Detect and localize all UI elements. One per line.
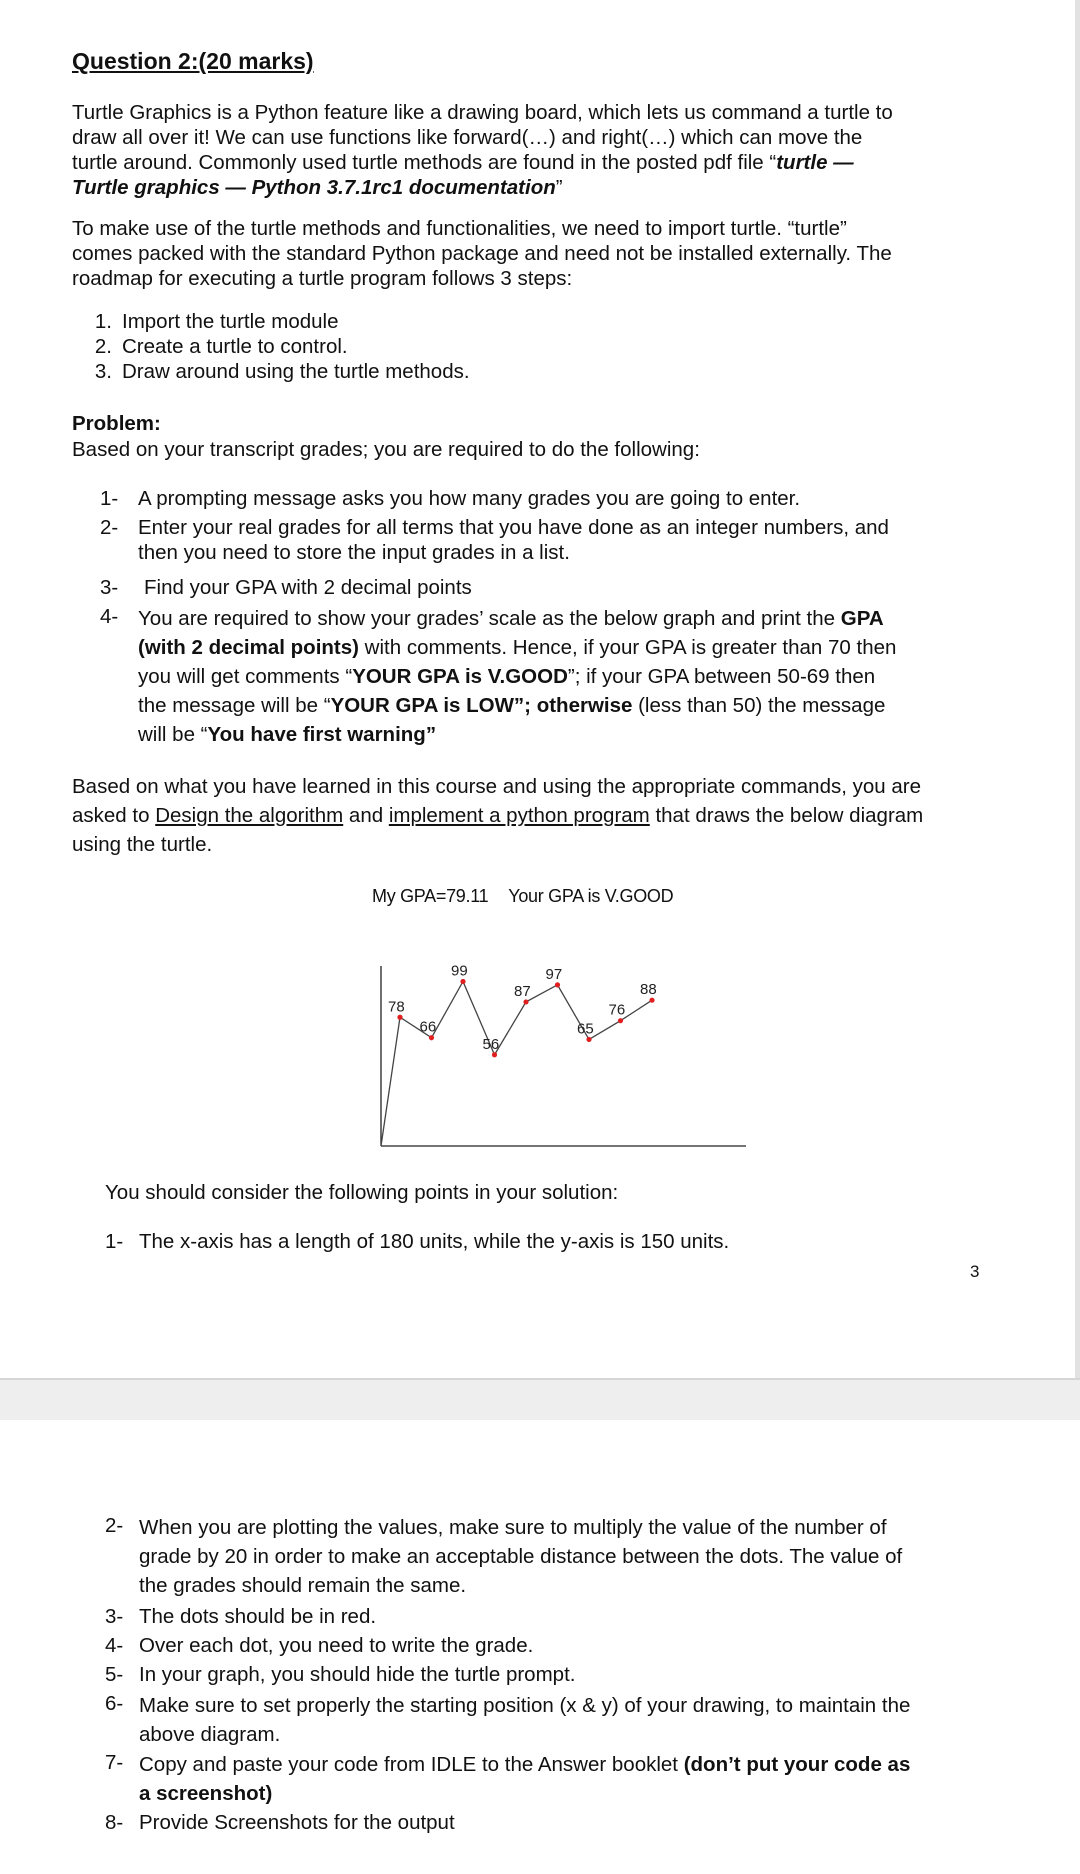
item-number: 3-	[100, 576, 119, 599]
item-fragment: with comments. Hence, if your GPA is greater than 70 then	[358, 636, 897, 659]
item-fragment: the message will be “	[138, 694, 331, 717]
design-paragraph	[72, 772, 992, 859]
item-line	[138, 633, 1008, 662]
item-emphasis: (don’t put your code as	[683, 1753, 911, 1776]
design-underlined: Design the algorithm	[155, 804, 344, 827]
data-point	[397, 1015, 402, 1020]
item-line	[139, 1750, 910, 1779]
data-label: 78	[388, 998, 405, 1016]
item-line: When you are plotting the values, make sure to multiply the value of the number of	[139, 1516, 887, 1539]
item-text: In your graph, you should hide the turtle prompt.	[139, 1663, 576, 1686]
item-fragment: will be “	[138, 723, 208, 746]
item-text: Over each dot, you need to write the grade.	[139, 1634, 534, 1657]
page-separator	[0, 1378, 1080, 1422]
item-text: A prompting message asks you how many grades you are going to enter.	[138, 487, 801, 510]
data-point	[649, 998, 654, 1003]
data-label: 87	[514, 982, 531, 1000]
item-number: 1-	[105, 1230, 124, 1253]
intro-line: To make use of the turtle methods and functionalities, we need to import turtle. “turtle”	[72, 217, 847, 240]
intro-line: comes packed with the standard Python package and need not be installed externally. The	[72, 242, 892, 265]
data-label: 76	[608, 1001, 626, 1019]
intro-line: roadmap for executing a turtle program follows 3 steps:	[72, 267, 573, 290]
data-point	[460, 979, 465, 984]
chart-gpa-label: My GPA=79.11	[372, 886, 489, 906]
item-fragment: Copy and paste your code from IDLE to the Answer booklet	[139, 1753, 684, 1776]
item-line	[138, 691, 1008, 720]
item-text: The x-axis has a length of 180 units, while the y-axis is 150 units.	[139, 1230, 730, 1253]
problem-heading: Problem:	[72, 412, 161, 435]
item-text	[139, 1750, 910, 1808]
item-line: the grades should remain the same.	[139, 1574, 467, 1597]
intro-line	[72, 150, 992, 175]
data-point	[429, 1035, 434, 1040]
item-emphasis: You have first warning”	[207, 723, 437, 746]
question-title: Question 2:(20 marks)	[72, 48, 314, 74]
data-point	[555, 982, 560, 987]
item-line	[138, 604, 1008, 633]
intro-paragraph-2	[72, 216, 992, 291]
item-text	[138, 604, 1008, 749]
item-line: above diagram.	[139, 1723, 281, 1746]
data-label: 99	[451, 962, 468, 980]
chart-title	[372, 886, 673, 907]
step-number: 2.	[94, 335, 112, 358]
item-number: 2-	[105, 1514, 124, 1537]
design-underlined: implement a python program	[388, 804, 650, 827]
step-number: 1.	[94, 310, 112, 333]
item-number: 8-	[105, 1811, 124, 1834]
step-text: Create a turtle to control.	[122, 335, 348, 358]
page-number: 3	[970, 1262, 980, 1281]
gpa-line-chart	[360, 950, 760, 1160]
intro-line: draw all over it! We can use functions like forward(…) and right(…) which can move the	[72, 126, 863, 149]
item-text	[139, 1513, 902, 1600]
document-page-2	[0, 1420, 1080, 1874]
intro-paragraph-1	[72, 100, 992, 200]
item-number: 6-	[105, 1692, 124, 1715]
step-number: 3.	[94, 360, 112, 383]
item-fragment: You are required to show your grades’ scale as the below graph and print the	[138, 607, 841, 630]
intro-text: turtle around. Commonly used turtle methods are found in the posted pdf file “	[72, 151, 777, 174]
item-number: 1-	[100, 487, 119, 510]
item-fragment: (less than 50) the message	[632, 694, 886, 717]
data-point	[492, 1052, 497, 1057]
item-line	[139, 1779, 910, 1808]
item-number: 5-	[105, 1663, 124, 1686]
item-fragment: you will get comments “	[138, 665, 353, 688]
data-point	[523, 999, 528, 1004]
data-label: 65	[577, 1020, 594, 1038]
intro-line: Turtle Graphics is a Python feature like a drawing board, which lets us command a turtle to	[72, 101, 893, 124]
design-line	[72, 801, 992, 830]
data-label: 88	[640, 981, 657, 999]
item-text: The dots should be in red.	[139, 1605, 377, 1628]
item-number: 4-	[105, 1634, 124, 1657]
item-number: 4-	[100, 605, 119, 628]
step-text: Import the turtle module	[122, 310, 339, 333]
points-intro: You should consider the following points in your solution:	[105, 1181, 619, 1204]
item-fragment: ”; if your GPA between 50-69 then	[567, 665, 876, 688]
item-emphasis: (with 2 decimal points)	[138, 636, 359, 659]
chart-comment-label: Your GPA is V.GOOD	[508, 886, 674, 906]
item-line: Make sure to set properly the starting position (x & y) of your drawing, to maintain the	[139, 1694, 911, 1717]
item-emphasis: YOUR GPA is LOW”; otherwise	[330, 694, 633, 717]
item-emphasis: a screenshot)	[139, 1782, 273, 1805]
item-line: Enter your real grades for all terms that you have done as an integer numbers, and	[138, 516, 889, 539]
data-label: 66	[419, 1018, 437, 1036]
design-fragment: asked to	[72, 804, 156, 827]
item-emphasis: YOUR GPA is V.GOOD	[352, 665, 568, 688]
problem-lead: Based on your transcript grades; you are required to do the following:	[72, 438, 700, 461]
item-number: 7-	[105, 1751, 124, 1774]
item-emphasis: GPA	[840, 607, 884, 630]
item-line	[138, 662, 1008, 691]
item-number: 3-	[105, 1605, 124, 1628]
item-text	[138, 515, 998, 565]
doc-reference: turtle —	[776, 151, 854, 174]
item-text	[139, 1691, 910, 1749]
design-fragment: and	[343, 804, 389, 827]
item-text: Provide Screenshots for the output	[139, 1811, 455, 1834]
item-line: then you need to store the input grades in a list.	[138, 541, 570, 564]
doc-reference: Turtle graphics — Python 3.7.1rc1 documentation	[72, 176, 556, 199]
page-edge	[1075, 0, 1080, 1378]
step-text: Draw around using the turtle methods.	[122, 360, 470, 383]
design-fragment: that draws the below diagram	[649, 804, 924, 827]
item-line: grade by 20 in order to make an acceptable distance between the dots. The value of	[139, 1545, 903, 1568]
item-number: 2-	[100, 516, 119, 539]
data-label: 56	[482, 1035, 500, 1053]
design-line: Based on what you have learned in this course and using the appropriate commands, you are	[72, 775, 921, 798]
data-point	[618, 1018, 623, 1023]
item-text: Find your GPA with 2 decimal points	[144, 576, 472, 599]
intro-line	[72, 175, 992, 200]
design-line: using the turtle.	[72, 833, 213, 856]
data-point	[586, 1037, 591, 1042]
item-line	[138, 720, 1008, 749]
intro-text: ”	[555, 176, 563, 199]
data-label: 97	[545, 965, 563, 983]
